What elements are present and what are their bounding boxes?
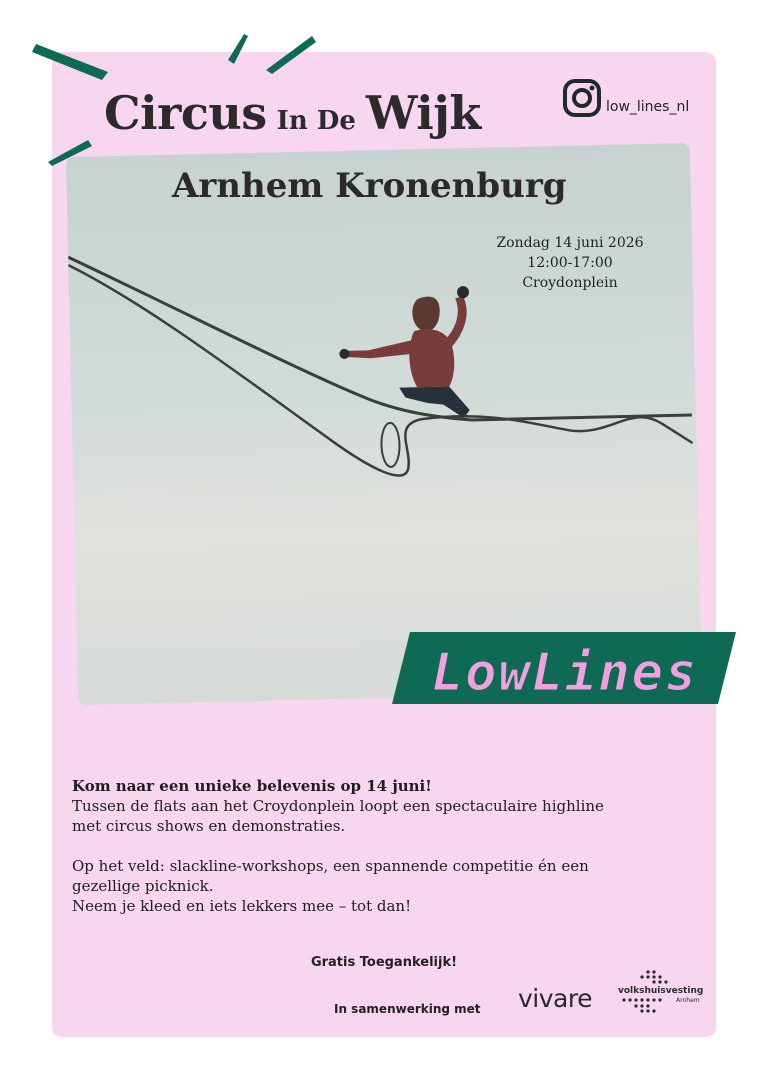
partners-label: In samenwerking met (334, 1002, 481, 1016)
event-time: 12:00-17:00 (527, 255, 613, 271)
instagram-handle: low_lines_nl (606, 99, 690, 115)
description-line: Neem je kleed en iets lekkers mee – tot dan! (72, 897, 412, 915)
description-headline: Kom naar een unieke belevenis op 14 juni! (72, 777, 432, 795)
event-date: Zondag 14 juni 2026 (496, 235, 644, 251)
title-word-circus: Circus (104, 86, 267, 140)
event-description (72, 776, 672, 916)
free-entry-label: Gratis Toegankelijk! (310, 955, 458, 970)
event-place: Croydonplein (522, 275, 618, 291)
accent-stroke (32, 44, 108, 80)
instagram-link[interactable] (562, 78, 689, 118)
vivare-logo: vivare (518, 984, 592, 1013)
description-line: met circus shows en demonstraties. (72, 817, 346, 835)
accent-stroke (228, 34, 248, 64)
accent-stroke (266, 36, 316, 74)
title-word-in-de: In De (276, 106, 356, 136)
instagram-icon (562, 78, 602, 118)
leash-loop (381, 423, 400, 467)
description-line: Op het veld: slackline-workshops, een spannende competitie én een (72, 857, 589, 875)
event-details (470, 233, 670, 293)
description-line: gezellige picknick. (72, 877, 214, 895)
title-word-wijk: Wijk (365, 86, 481, 140)
volkshuisvesting-logo-text: volkshuisvesting (618, 986, 704, 996)
lowlines-logo (390, 628, 740, 708)
lowlines-logo-text: LowLines (431, 643, 699, 703)
athlete (338, 286, 472, 421)
poster-title (104, 86, 481, 140)
highline-photo (66, 143, 702, 705)
location-heading: Arnhem Kronenburg (172, 166, 567, 206)
volkshuisvesting-logo-sub: Arnhem (676, 997, 700, 1004)
description-line: Tussen de flats aan het Croydonplein loopt een spectaculaire highline (72, 797, 604, 815)
